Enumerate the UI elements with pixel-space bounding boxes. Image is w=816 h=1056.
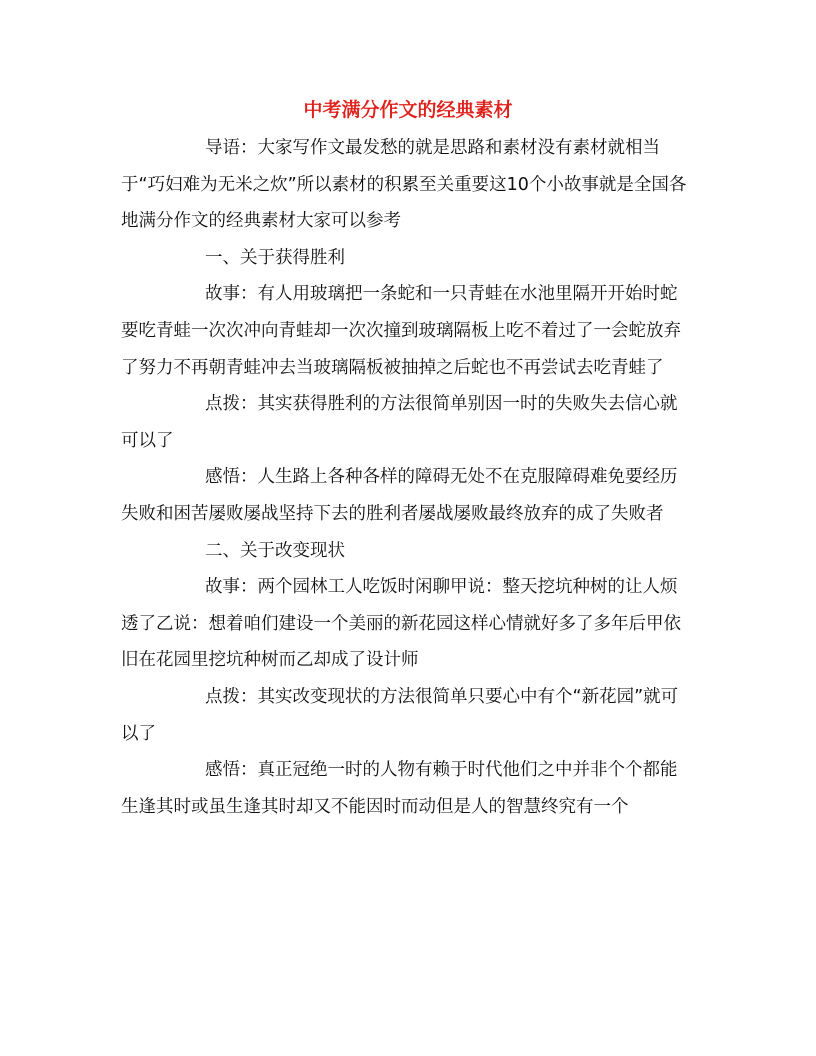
document-body bbox=[121, 130, 693, 825]
tip-paragraph-2: 点拨：其实改变现状的方法很简单只要心中有个“新花园”就可以了 bbox=[121, 686, 679, 744]
section-heading-2: 二、关于改变现状 bbox=[205, 540, 345, 561]
tip-paragraph-1: 点拨：其实获得胜利的方法很简单别因一时的失败失去信心就可以了 bbox=[121, 394, 678, 451]
intro-paragraph: 导语：大家写作文最发愁的就是思路和素材没有素材就相当于“巧妇难为无米之炊”所以素材的积累至关重要这10个小故事就是全国各地满分作文的经典素材大家可以参考 bbox=[121, 138, 687, 232]
insight-paragraph-1: 感悟：人生路上各种各样的障碍无处不在克服障碍难免要经历失败和困苦屡败屡战坚持下去的胜利者屡战屡败最终放弃的成了失败者 bbox=[121, 467, 678, 524]
story-paragraph-1: 故事：有人用玻璃把一条蛇和一只青蛙在水池里隔开开始时蛇要吃青蛙一次次冲向青蛙却一次次撞到玻璃隔板上吃不着过了一会蛇放弃了努力不再朝青蛙冲去当玻璃隔板被抽掉之后蛇也不再尝试去吃青蛙了 bbox=[121, 284, 681, 378]
story-paragraph-2: 故事：两个园林工人吃饭时闲聊甲说：整天挖坑种树的让人烦透了乙说：想着咱们建设一个美丽的新花园这样心情就好多了多年后甲依旧在花园里挖坑种树而乙却成了设计师 bbox=[121, 577, 681, 671]
section-heading-1: 一、关于获得胜利 bbox=[205, 247, 345, 268]
insight-paragraph-2: 感悟：真正冠绝一时的人物有赖于时代他们之中并非个个都能生逢其时或虽生逢其时却又不能因时而动但是人的智慧终究有一个 bbox=[121, 760, 678, 817]
document-title: 中考满分作文的经典素材 bbox=[303, 99, 513, 121]
